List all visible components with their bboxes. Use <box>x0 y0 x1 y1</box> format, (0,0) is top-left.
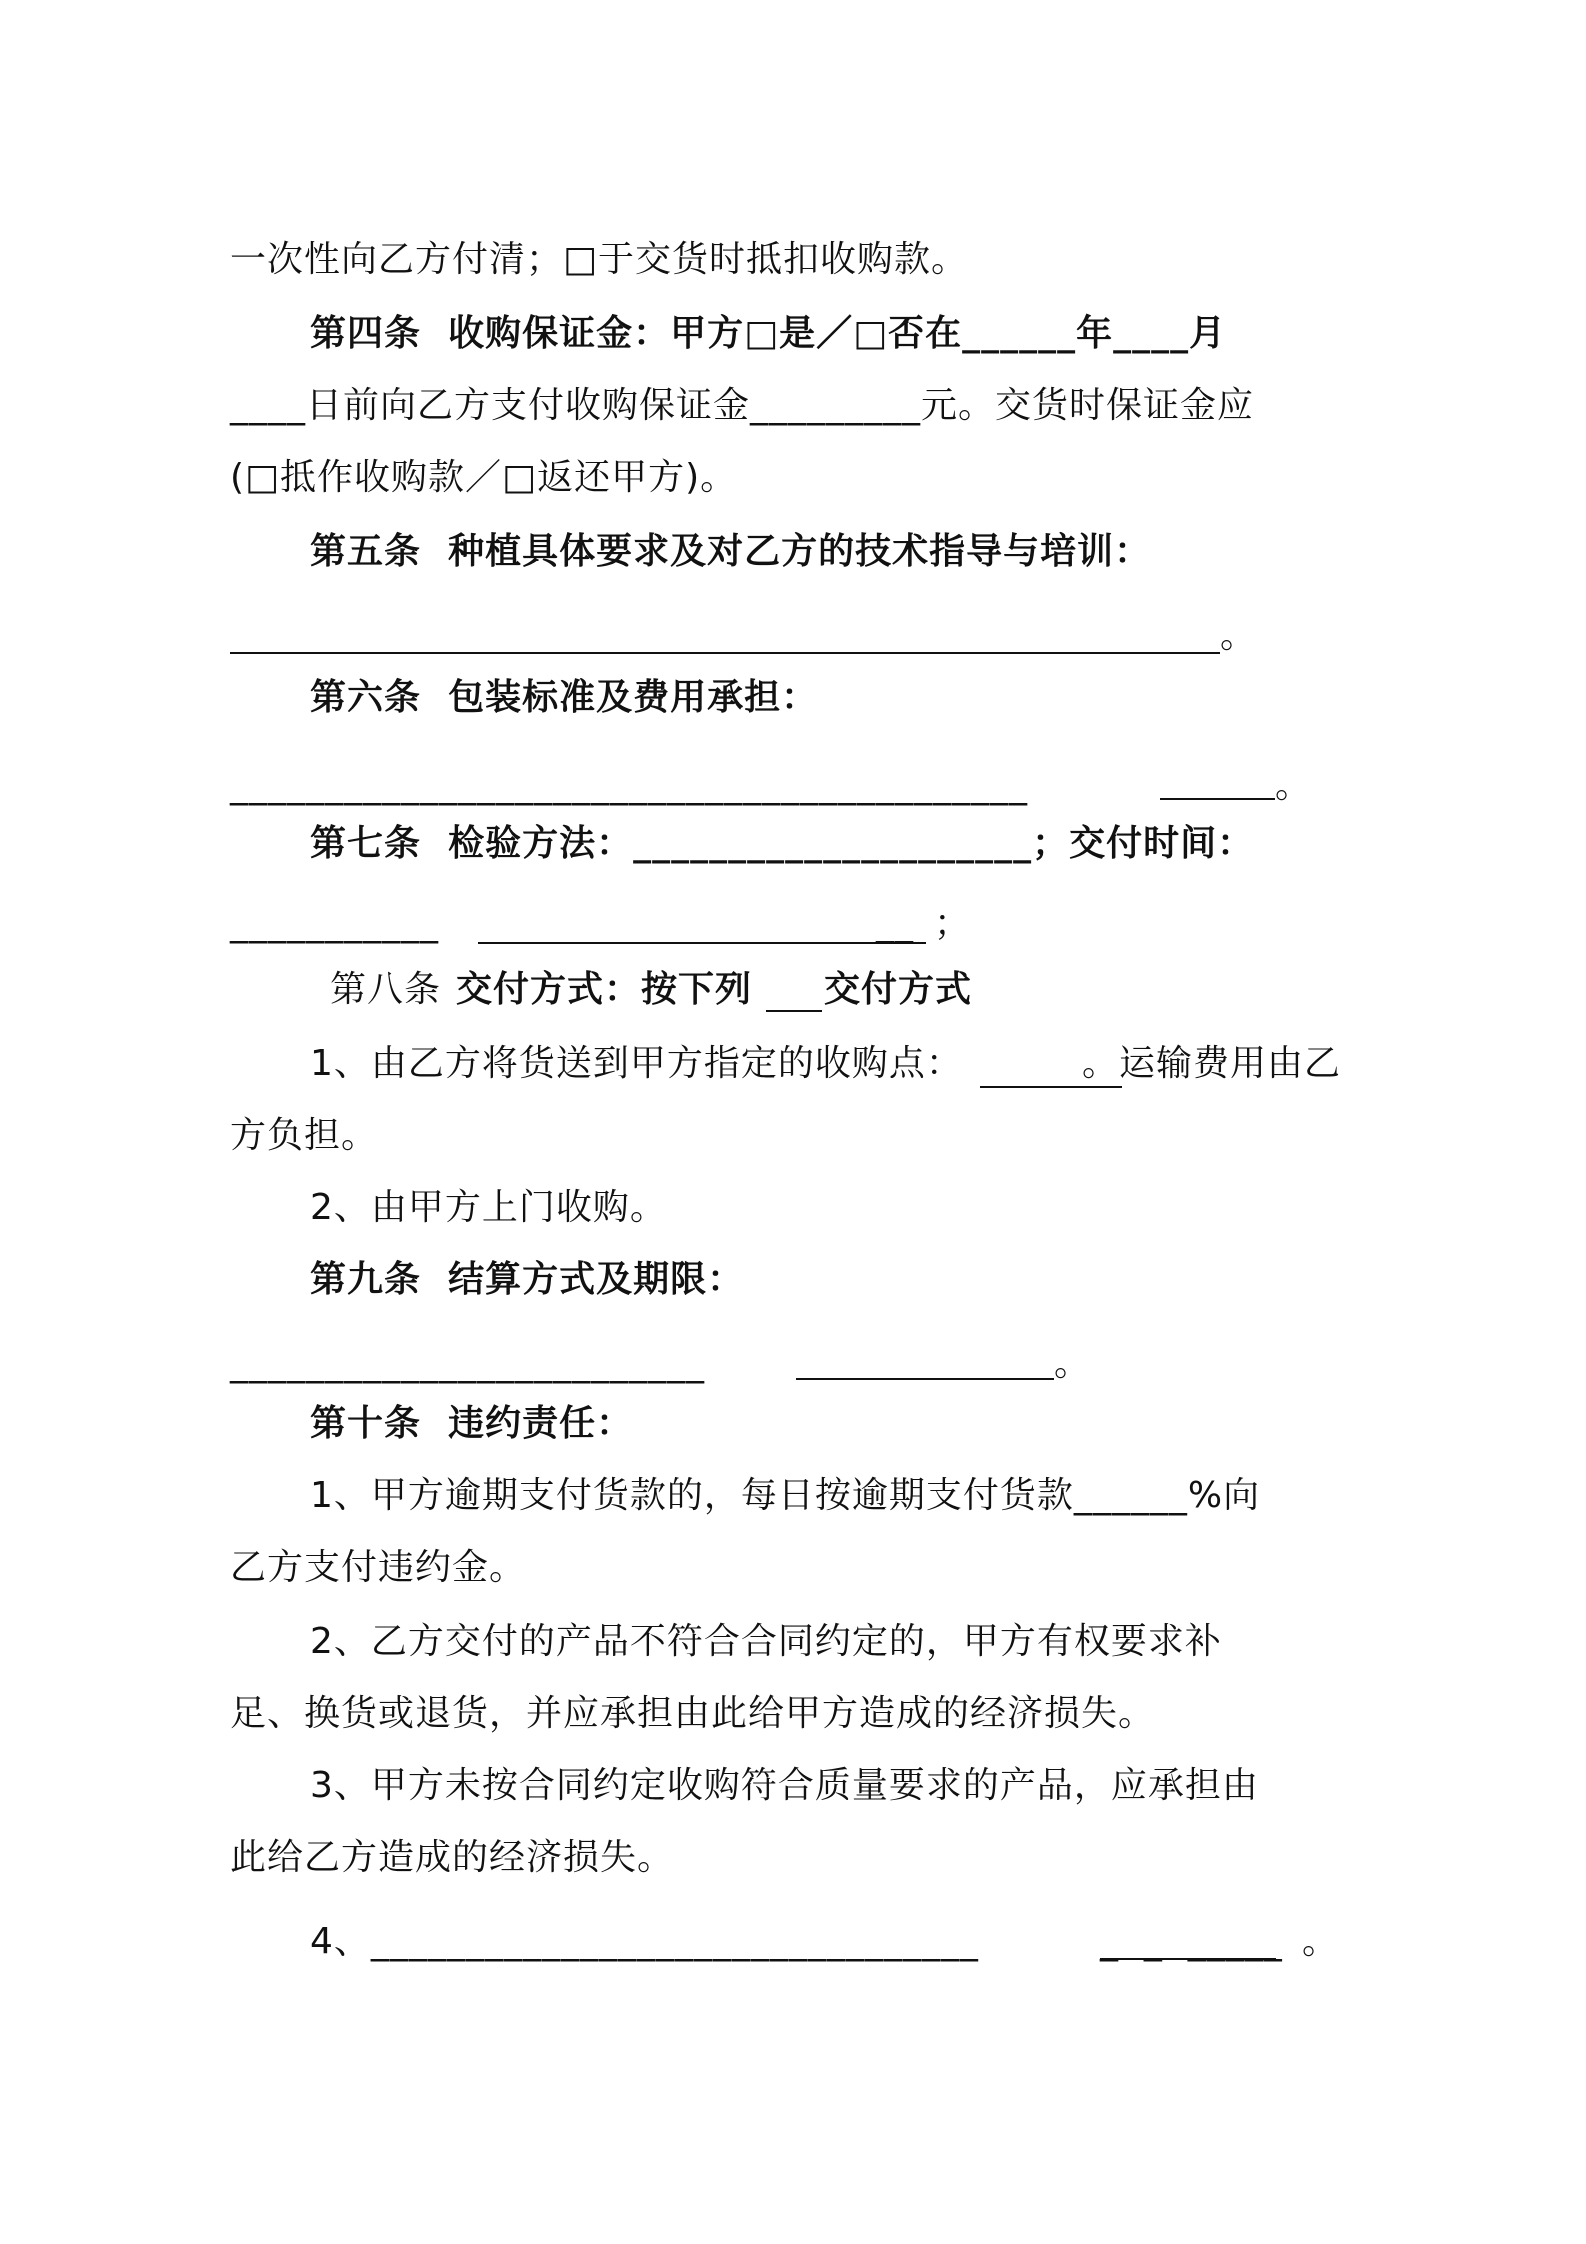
clause-4-line-3: (□抵作收购款／□返还甲方)。 <box>230 457 738 498</box>
clause-7-heading: 第七条 检验方法：_____________________；交付时间： <box>310 823 1255 864</box>
clause-7-time-blank-end: __ <box>876 903 914 944</box>
clause-10-item-4-blank-end: _ _ _____ <box>1100 1921 1283 1962</box>
clause-10-item-2: 2、乙方交付的产品不符合合同约定的，甲方有权要求补 <box>310 1621 1222 1662</box>
clause-9-period: 。 <box>1054 1343 1092 1384</box>
clause-4-line-2: ____日前向乙方支付收购保证金_________元。交货时保证金应 <box>230 385 1255 426</box>
clause-8-heading-b: 交付方式 <box>824 969 973 1010</box>
clause-6-blank-line <box>1160 798 1275 800</box>
clause-10-item-4-blank-line <box>1100 1958 1276 1960</box>
clause-10-item-3-cont: 此给乙方造成的经济损失。 <box>230 1837 675 1878</box>
clause-5-heading: 第五条 种植具体要求及对乙方的技术指导与培训： <box>310 531 1152 572</box>
clause-10-item-1-cont: 乙方支付违约金。 <box>230 1547 527 1588</box>
clause-5-blank-line <box>230 652 1220 654</box>
clause-6-period: 。 <box>1275 765 1313 806</box>
clause-10-item-2-cont: 足、换货或退货，并应承担由此给甲方造成的经济损失。 <box>230 1693 1156 1734</box>
clause-6-blank: __________________________________________ <box>230 765 1028 806</box>
clause-10-item-1: 1、甲方逾期支付货款的，每日按逾期支付货款______%向 <box>310 1475 1261 1516</box>
clause-8-heading-a: 交付方式：按下列 <box>456 969 753 1010</box>
clause-10-item-4: 4、________________________________ <box>310 1921 979 1962</box>
clause-8-item-1-cont: 方负担。 <box>230 1115 379 1156</box>
clause-8-number: 第八条 <box>330 969 442 1010</box>
clause-8-blank-line <box>766 1010 822 1012</box>
clause-10-item-4-period: 。 <box>1302 1921 1340 1962</box>
clause-6-heading: 第六条 包装标准及费用承担： <box>310 677 819 718</box>
clause-9-blank-line <box>796 1378 1054 1380</box>
clause-9-heading: 第九条 结算方式及期限： <box>310 1259 745 1300</box>
clause-7-semicolon: ； <box>934 903 972 944</box>
clause-7-time-blank-line <box>478 942 926 944</box>
clause-8-item-2: 2、由甲方上门收购。 <box>310 1187 667 1228</box>
clause-8-item-1-b: 。运输费用由乙 <box>1082 1043 1342 1084</box>
clause-4-heading: 第四条 收购保证金：甲方□是／□否在______年____月 <box>310 313 1227 354</box>
clause-9-blank: _________________________ <box>230 1343 705 1384</box>
clause-10-heading: 第十条 违约责任： <box>310 1403 634 1444</box>
clause-3-continuation: 一次性向乙方付清；□于交货时抵扣收购款。 <box>230 239 969 280</box>
clause-7-time-blank: ___________ <box>230 903 439 944</box>
clause-10-item-3: 3、甲方未按合同约定收购符合质量要求的产品，应承担由 <box>310 1765 1259 1806</box>
clause-5-period: 。 <box>1220 615 1258 656</box>
clause-8-item-1-a: 1、由乙方将货送到甲方指定的收购点： <box>310 1043 963 1084</box>
